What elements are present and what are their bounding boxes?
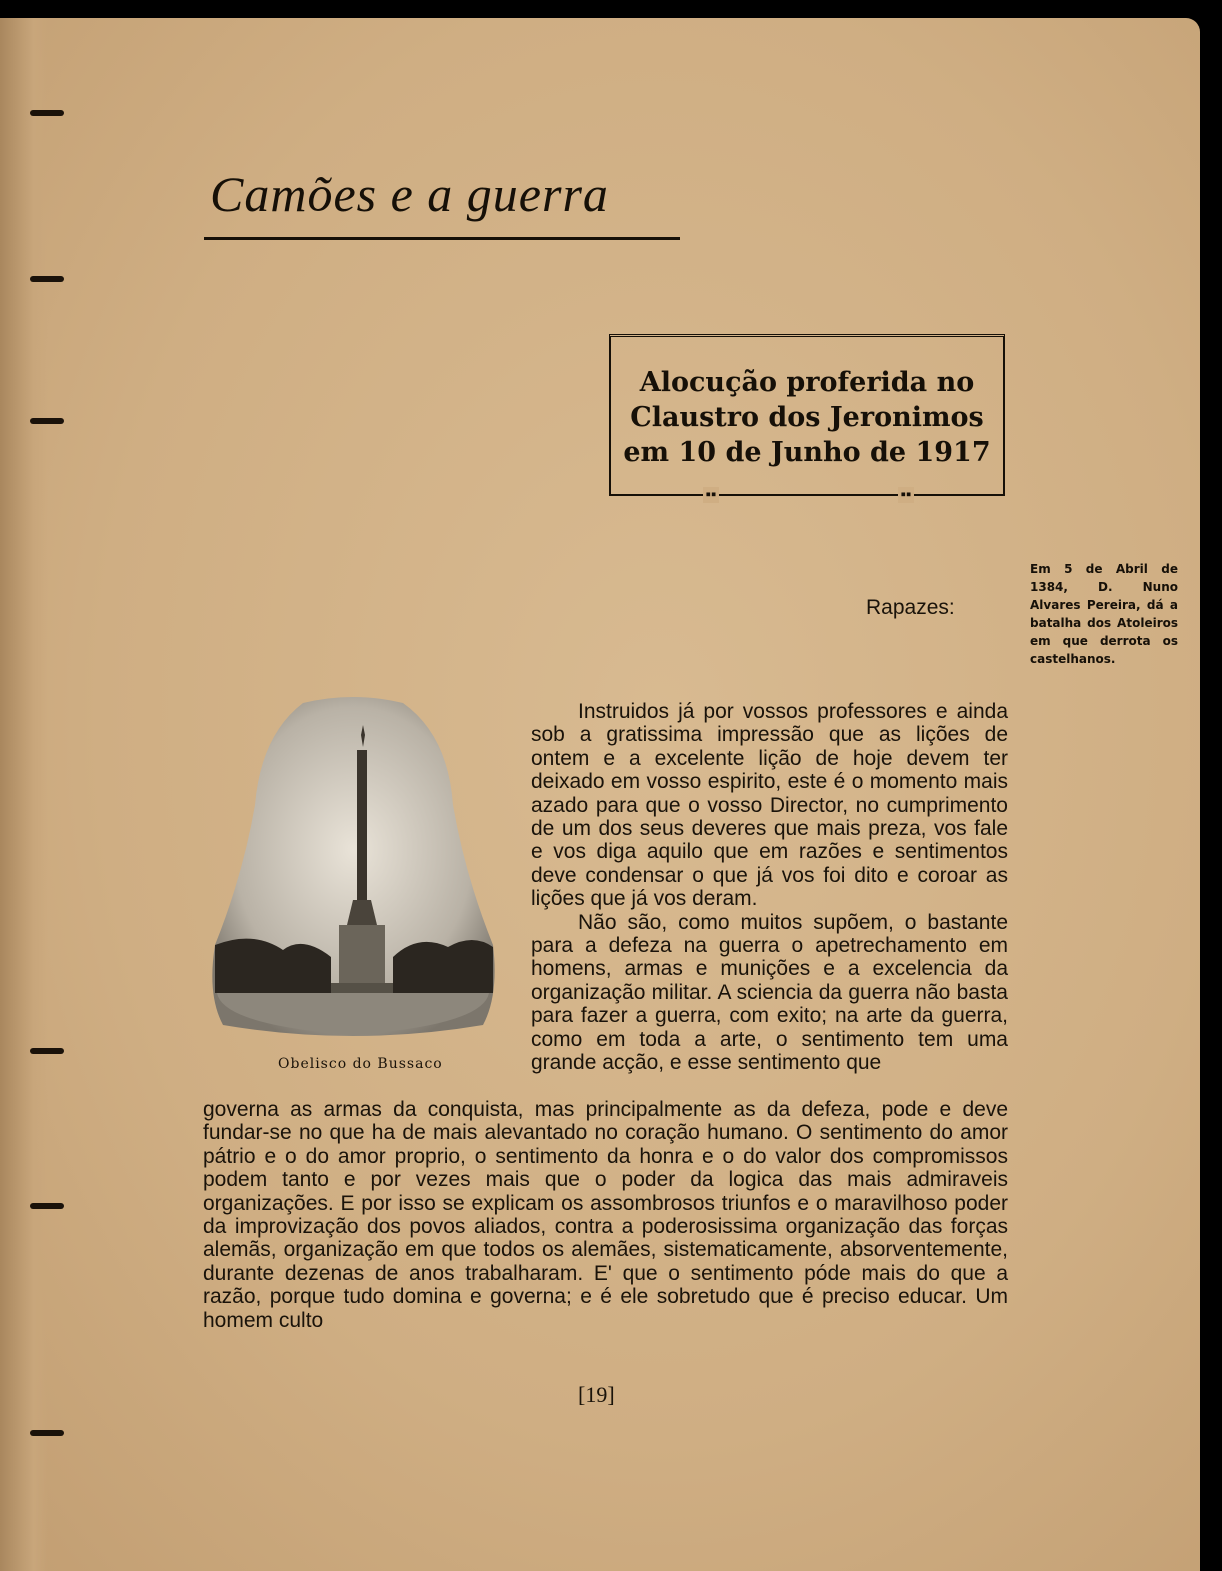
narrow-column [531, 700, 1008, 1075]
binding-stitch [30, 110, 64, 116]
page-binding-edge [0, 18, 48, 1571]
box-ornament: ▪▪ [898, 487, 914, 503]
binding-stitch [30, 1203, 64, 1209]
binding-stitch [30, 418, 64, 424]
salutation: Rapazes: [866, 596, 955, 619]
paragraph: governa as armas da conquista, mas principalmente as da defeza, pode e deve fundar-se no que ha de mais alevantado no coração humano. O sentimento do amor pátrio e o do amor proprio, o sentimento da honra e o do valor dos compromissos podem tanto e por vezes mais que o poder da logica das mais admiraveis organizações. E por isso se explicam os assombrosos triunfos e o maravilhoso poder da improvização dos povos aliados, contra a poderosissima organização das forças alemãs, organização em que todos os alemães, sistematicamente, absorventemente, durante dezenas de anos trabalharam. E' que o sentimento póde mais do que a razão, porque tudo domina e governa; e é ele sobretudo que é preciso educar. Um homem culto [203, 1098, 1008, 1332]
binding-stitch [30, 1048, 64, 1054]
margin-note: Em 5 de Abril de 1384, D. Nuno Alvares Pereira, dá a batalha dos Atoleiros em que derrota os castelhanos. [1030, 562, 1178, 666]
title-underline [204, 237, 680, 240]
heading-line: em 10 de Junho de 1917 [623, 437, 991, 468]
page-number: [19] [578, 1382, 615, 1407]
binding-stitch [30, 1430, 64, 1436]
paragraph: Instruidos já por vossos professores e ainda sob a gratissima impressão que as lições de ontem e a excelente lição de hoje devem ter deixado em vosso espirito, este é o momento mais azado para que o vosso Director, no cumprimento de um dos seus deveres que mais preza, vos fale e vos diga aquilo que em razões e sentimentos deve condensar o que já vos foi dito e coroar as lições que já vos deram. [531, 700, 1008, 911]
heading-line: Alocução proferida no [639, 367, 975, 398]
article-title: Camões e a guerra [210, 166, 609, 222]
figure-caption: Obelisco do Bussaco [278, 1056, 443, 1072]
heading-box-text [611, 365, 1003, 470]
obelisk-photo [203, 695, 501, 1041]
paragraph: Não são, como muitos supõem, o bastante para a defeza na guerra o apetrechamento em homens, armas e munições e a excelencia da organização militar. A sciencia da guerra não basta para fazer a guerra, com exito; na arte da guerra, como em toda a arte, o sentimento tem uma grande acção, e esse sentimento que [531, 910, 1008, 1075]
box-ornament: ▪▪ [703, 487, 719, 503]
heading-line: Claustro dos Jeronimos [630, 402, 984, 433]
heading-box [609, 334, 1005, 503]
binding-stitch [30, 276, 64, 282]
